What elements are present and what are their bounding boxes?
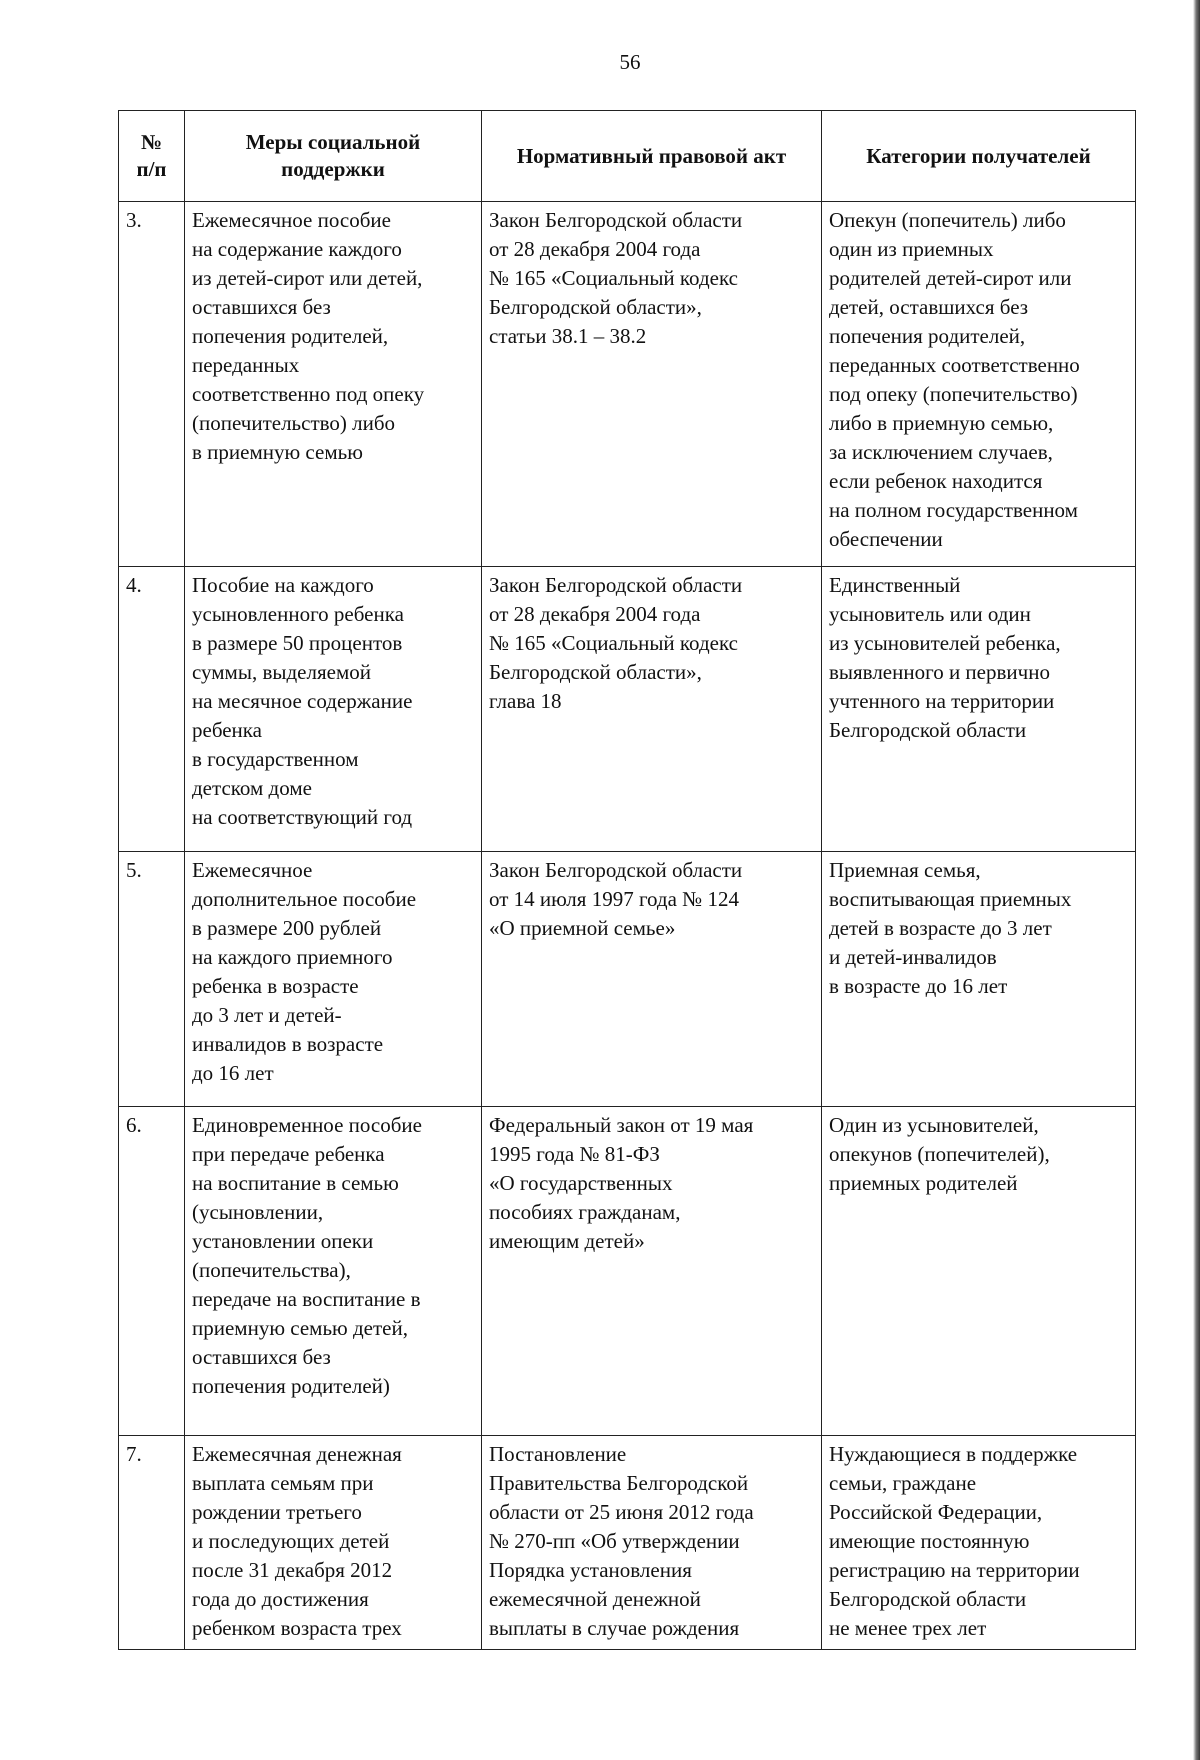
table-row <box>119 852 1136 1107</box>
act-cell: Закон Белгородской области от 28 декабря 2004 года № 165 «Социальный кодекс Белгородской области», статьи 38.1 – 38.2 <box>482 202 822 567</box>
measure-cell: Ежемесячное пособие на содержание каждого из детей-сирот или детей, оставшихся без попечения родителей, переданных соответственно под опеку (попечительство) либо в приемную семью <box>185 202 482 567</box>
act-cell: Закон Белгородской области от 14 июля 1997 года № 124 «О приемной семье» <box>482 852 822 1107</box>
row-number: 3. <box>119 202 185 567</box>
page-number: 56 <box>619 50 641 74</box>
table-header-row <box>119 111 1136 202</box>
recipients-cell: Единственный усыновитель или один из усыновителей ребенка, выявленного и первично учтенного на территории Белгородской области <box>822 567 1136 852</box>
recipients-cell: Опекун (попечитель) либо один из приемных родителей детей-сирот или детей, оставшихся без попечения родителей, переданных соответственно под опеку (попечительство) либо в приемную семью, за исключением случаев, если ребенок находится на полном государственном обеспечении <box>822 202 1136 567</box>
row-number: 7. <box>119 1436 185 1650</box>
row-number: 4. <box>119 567 185 852</box>
act-cell: Закон Белгородской области от 28 декабря 2004 года № 165 «Социальный кодекс Белгородской области», глава 18 <box>482 567 822 852</box>
header-recipients: Категории получателей <box>822 111 1136 202</box>
act-cell: Постановление Правительства Белгородской области от 25 июня 2012 года № 270-пп «Об утверждении Порядка установления ежемесячной денежной выплаты в случае рождения <box>482 1436 822 1650</box>
measure-cell: Ежемесячная денежная выплата семьям при рождении третьего и последующих детей после 31 декабря 2012 года до достижения ребенком возраста трех <box>185 1436 482 1650</box>
row-number: 5. <box>119 852 185 1107</box>
recipients-cell: Один из усыновителей, опекунов (попечителей), приемных родителей <box>822 1107 1136 1436</box>
act-cell: Федеральный закон от 19 мая 1995 года № 81-ФЗ «О государственных пособиях гражданам, имеющим детей» <box>482 1107 822 1436</box>
social-support-table <box>118 110 1136 1650</box>
table-row <box>119 202 1136 567</box>
row-number: 6. <box>119 1107 185 1436</box>
measure-cell: Ежемесячное дополнительное пособие в размере 200 рублей на каждого приемного ребенка в возрасте до 3 лет и детей- инвалидов в возрасте до 16 лет <box>185 852 482 1107</box>
recipients-cell: Нуждающиеся в поддержке семьи, граждане Российской Федерации, имеющие постоянную регистрацию на территории Белгородской области не менее трех лет <box>822 1436 1136 1650</box>
header-measure: Меры социальной поддержки <box>185 111 482 202</box>
measure-cell: Пособие на каждого усыновленного ребенка в размере 50 процентов суммы, выделяемой на месячное содержание ребенка в государственном детском доме на соответствующий год <box>185 567 482 852</box>
header-num: № п/п <box>119 111 185 202</box>
table-row <box>119 567 1136 852</box>
recipients-cell: Приемная семья, воспитывающая приемных детей в возрасте до 3 лет и детей-инвалидов в возрасте до 16 лет <box>822 852 1136 1107</box>
scan-edge-shadow <box>1193 0 1200 1760</box>
measure-cell: Единовременное пособие при передаче ребенка на воспитание в семью (усыновлении, установлении опеки (попечительства), передаче на воспитание в приемную семью детей, оставшихся без попечения родителей) <box>185 1107 482 1436</box>
table-row <box>119 1107 1136 1436</box>
header-act: Нормативный правовой акт <box>482 111 822 202</box>
table-row <box>119 1436 1136 1650</box>
